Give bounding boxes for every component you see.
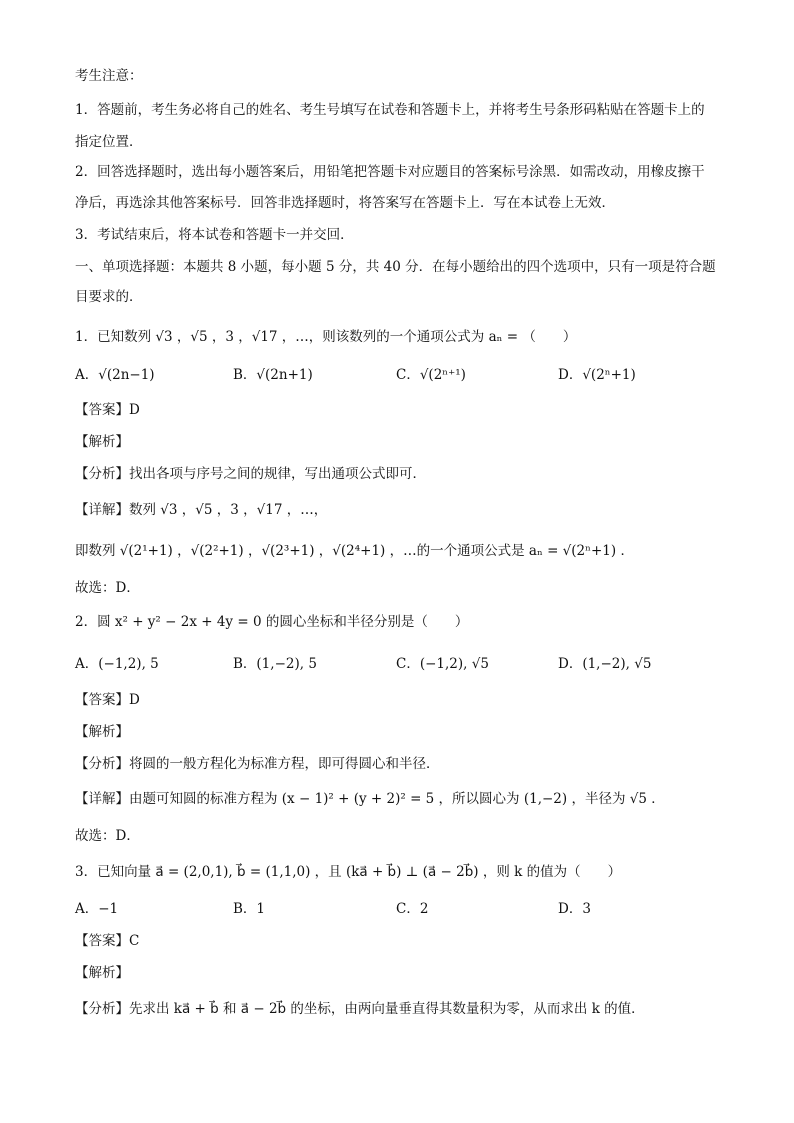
q3-option-c: C．2: [396, 901, 429, 917]
q3-fenxi: 【分析】先求出 ka⃗ + b⃗ 和 a⃗ − 2b⃗ 的坐标，由两向量垂直得其数量积为零，从而求出 k 的值．: [75, 1001, 645, 1017]
q2-detail: 【详解】由题可知圆的标准方程为 (x − 1)² + (y + 2)² = 5 ，所以圆心为 (1,−2) ，半径为 √5 ．: [75, 791, 665, 807]
q1-detail-1: 【详解】数列 √3 ，√5 ，3 ，√17 ，…，: [75, 502, 328, 518]
q1-option-b: B．√(2n+1): [233, 367, 313, 383]
q2-stem: 2．圆 x² + y² − 2x + 4y = 0 的圆心坐标和半径分别是（ ）: [75, 614, 469, 630]
notice-item-2: 2．回答选择题时，选出每小题答案后，用铅笔把答题卡对应题目的答案标号涂黑．如需改动，用橡皮擦干: [75, 164, 705, 180]
q2-option-c: C．(−1,2), √5: [396, 656, 489, 672]
q2-option-d: D．(1,−2), √5: [558, 656, 652, 672]
section-heading: 一、单项选择题：本题共 8 小题，每小题 5 分，共 40 分．在每小题给出的四个选项中，只有一项是符合题: [75, 259, 716, 275]
notice-item-1-cont: 指定位置．: [75, 134, 143, 150]
section-heading-cont: 目要求的．: [75, 289, 143, 305]
notice-item-2-cont: 净后，再选涂其他答案标号．回答非选择题时，将答案写在答题卡上．写在本试卷上无效．: [75, 195, 615, 211]
q2-option-b: B．(1,−2), 5: [233, 656, 317, 672]
q1-option-a: A．√(2n−1): [75, 367, 155, 383]
q1-option-c: C．√(2ⁿ⁺¹): [396, 367, 466, 383]
q2-conclusion: 故选：D．: [75, 828, 140, 844]
q3-option-a: A．−1: [75, 901, 119, 917]
notice-item-3: 3．考试结束后，将本试卷和答题卡一并交回．: [75, 227, 354, 243]
q1-analysis-label: 【解析】: [75, 434, 129, 450]
q1-fenxi: 【分析】找出各项与序号之间的规律，写出通项公式即可．: [75, 466, 426, 482]
q2-option-a: A．(−1,2), 5: [75, 656, 159, 672]
q2-fenxi: 【分析】将圆的一般方程化为标准方程，即可得圆心和半径．: [75, 756, 440, 772]
q3-stem: 3．已知向量 a⃗ = (2,0,1), b⃗ = (1,1,0) ，且 (ka⃗ + b⃗) ⊥ (a⃗ − 2b⃗) ，则 k 的值为（ ）: [75, 864, 622, 880]
q1-detail-2: 即数列 √(2¹+1) ，√(2²+1) ，√(2³+1) ，√(2⁴+1) ，…的一个通项公式是 aₙ = √(2ⁿ+1) ．: [75, 543, 634, 559]
q1-conclusion: 故选：D．: [75, 580, 140, 596]
q1-option-d: D．√(2ⁿ+1): [558, 367, 636, 383]
q3-option-b: B．1: [233, 901, 266, 917]
q3-option-d: D．3: [558, 901, 591, 917]
q1-answer: 【答案】D: [75, 402, 140, 418]
q3-analysis-label: 【解析】: [75, 965, 129, 981]
notice-title: 考生注意：: [75, 68, 143, 84]
q2-analysis-label: 【解析】: [75, 724, 129, 740]
q2-answer: 【答案】D: [75, 692, 140, 708]
q3-answer: 【答案】C: [75, 933, 140, 949]
q1-stem: 1．已知数列 √3 ，√5 ，3 ，√17 ，…，则该数列的一个通项公式为 aₙ = （ ）: [75, 329, 577, 345]
notice-item-1: 1．答题前，考生务必将自己的姓名、考生号填写在试卷和答题卡上，并将考生号条形码粘贴在答题卡上的: [75, 102, 705, 118]
